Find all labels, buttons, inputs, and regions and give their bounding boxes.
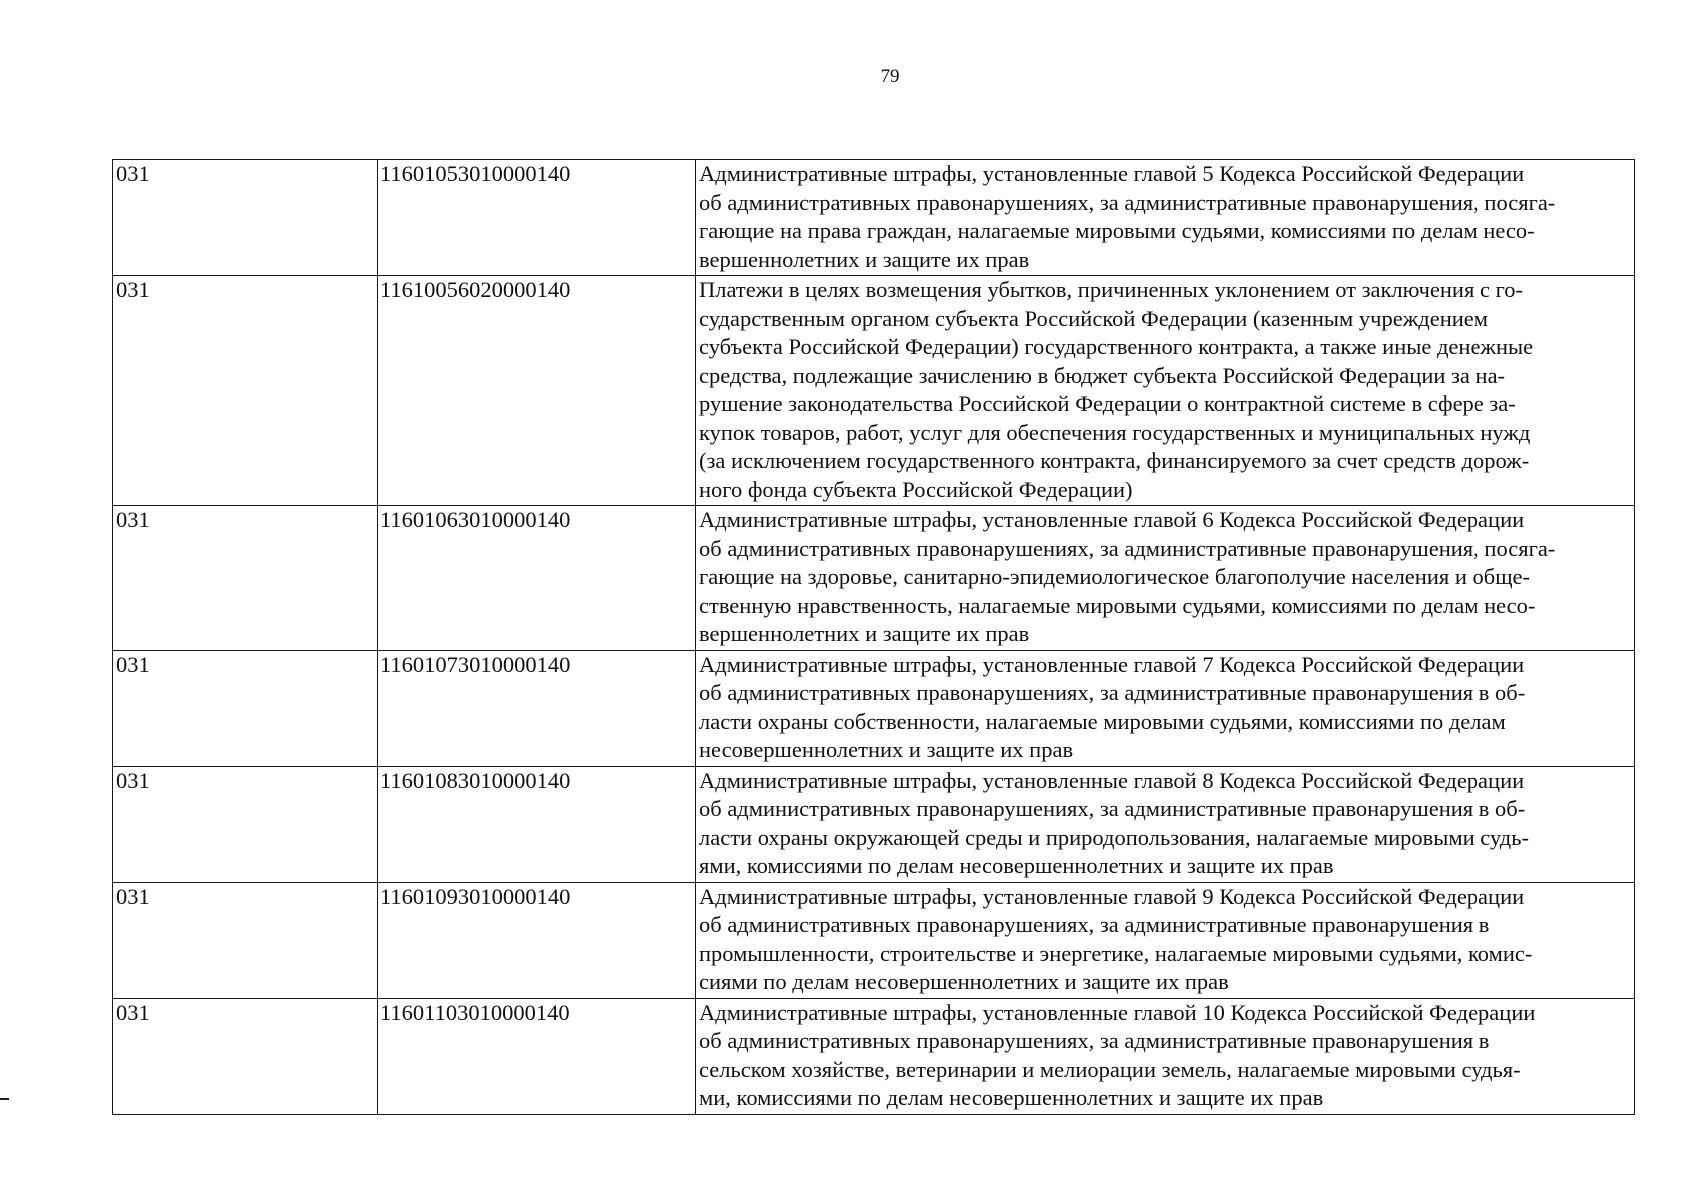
description-line: об административных правонарушениях, за административные правонарушения в <box>699 912 1490 937</box>
description-line: ми, комиссиями по делам несовершеннолетних и защите их прав <box>699 1085 1324 1110</box>
table-row <box>113 766 1635 882</box>
description-line: несовершеннолетних и защите их прав <box>699 737 1074 762</box>
budget-code-cell: 11601053010000140 <box>378 160 696 276</box>
budget-code-cell: 11601103010000140 <box>378 998 696 1114</box>
description-line: об административных правонарушениях, за административные правонарушения, посяга- <box>699 189 1556 215</box>
description-line: Административные штрафы, установленные главой 7 Кодекса Российской Федерации <box>699 651 1525 677</box>
budget-code-cell: 11601093010000140 <box>378 882 696 998</box>
description-line: ласти охраны окружающей среды и природопользования, налагаемые мировыми судь- <box>699 824 1529 850</box>
description-line: Административные штрафы, установленные главой 9 Кодекса Российской Федерации <box>699 883 1525 909</box>
description-line: Административные штрафы, установленные главой 5 Кодекса Российской Федерации <box>699 161 1525 186</box>
budget-codes-table <box>112 159 1635 1115</box>
description-line: рушение законодательства Российской Федерации о контрактной системе в сфере за- <box>699 391 1516 416</box>
description-line: купок товаров, работ, услуг для обеспечения государственных и муниципальных нужд <box>699 419 1531 445</box>
description-line: Административные штрафы, установленные главой 6 Кодекса Российской Федерации <box>699 507 1525 532</box>
description-line: промышленности, строительстве и энергетике, налагаемые мировыми судьями, комис- <box>699 940 1533 966</box>
description-line: ственную нравственность, налагаемые мировыми судьями, комиссиями по делам несо- <box>699 592 1536 618</box>
description-line: об административных правонарушениях, за административные правонарушения в <box>699 1028 1490 1053</box>
admin-code-cell: 031 <box>113 998 378 1114</box>
budget-code-cell: 11601073010000140 <box>378 650 696 766</box>
description-line: средства, подлежащие зачислению в бюджет субъекта Российской Федерации за на- <box>699 362 1506 388</box>
description-line: вершеннолетних и защите их прав <box>699 621 1030 646</box>
table-row <box>113 998 1635 1114</box>
description-line: ного фонда субъекта Российской Федерации) <box>699 476 1133 502</box>
description-line: гающие на права граждан, налагаемые мировыми судьями, комиссиями по делам несо- <box>699 218 1535 243</box>
admin-code-cell: 031 <box>113 160 378 276</box>
budget-code-cell: 11610056020000140 <box>378 276 696 506</box>
description-line: ласти охраны собственности, налагаемые мировыми судьями, комиссиями по делам <box>699 708 1506 734</box>
table-body <box>113 160 1635 1115</box>
description-cell <box>696 882 1635 998</box>
description-cell <box>696 766 1635 882</box>
description-cell <box>696 160 1635 276</box>
budget-code-cell: 11601083010000140 <box>378 766 696 882</box>
description-cell <box>696 276 1635 506</box>
description-line: Платежи в целях возмещения убытков, причиненных уклонением от заключения с го- <box>699 277 1523 302</box>
description-line: Административные штрафы, установленные главой 10 Кодекса Российской Федерации <box>699 999 1536 1025</box>
table-row <box>113 506 1635 651</box>
description-cell <box>696 998 1635 1114</box>
description-line: вершеннолетних и защите их прав <box>699 246 1030 272</box>
scan-margin-mark <box>0 1098 9 1100</box>
budget-code-cell: 11601063010000140 <box>378 506 696 651</box>
page-number: 79 <box>880 66 900 87</box>
description-line: (за исключением государственного контракта, финансируемого за счет средств дорож- <box>699 448 1530 473</box>
description-cell <box>696 506 1635 651</box>
description-line: субъекта Российской Федерации) государственного контракта, а также иные денежные <box>699 334 1534 359</box>
admin-code-cell: 031 <box>113 276 378 506</box>
description-line: ями, комиссиями по делам несовершеннолетних и защите их прав <box>699 853 1334 878</box>
description-line: сиями по делам несовершеннолетних и защите их прав <box>699 969 1229 994</box>
description-line: гающие на здоровье, санитарно-эпидемиологическое благополучие населения и обще- <box>699 564 1531 589</box>
table-row <box>113 276 1635 506</box>
admin-code-cell: 031 <box>113 506 378 651</box>
description-line: Административные штрафы, установленные главой 8 Кодекса Российской Федерации <box>699 767 1525 793</box>
admin-code-cell: 031 <box>113 766 378 882</box>
admin-code-cell: 031 <box>113 882 378 998</box>
description-line: сударственным органом субъекта Российской Федерации (казенным учреждением <box>699 305 1489 331</box>
admin-code-cell: 031 <box>113 650 378 766</box>
description-line: об административных правонарушениях, за административные правонарушения в об- <box>699 796 1526 821</box>
description-cell <box>696 650 1635 766</box>
description-line: сельском хозяйстве, ветеринарии и мелиорации земель, налагаемые мировыми судья- <box>699 1056 1521 1082</box>
table-row <box>113 650 1635 766</box>
description-line: об административных правонарушениях, за административные правонарушения, посяга- <box>699 535 1556 561</box>
table-row <box>113 160 1635 276</box>
description-line: об административных правонарушениях, за административные правонарушения в об- <box>699 680 1526 705</box>
table-row <box>113 882 1635 998</box>
